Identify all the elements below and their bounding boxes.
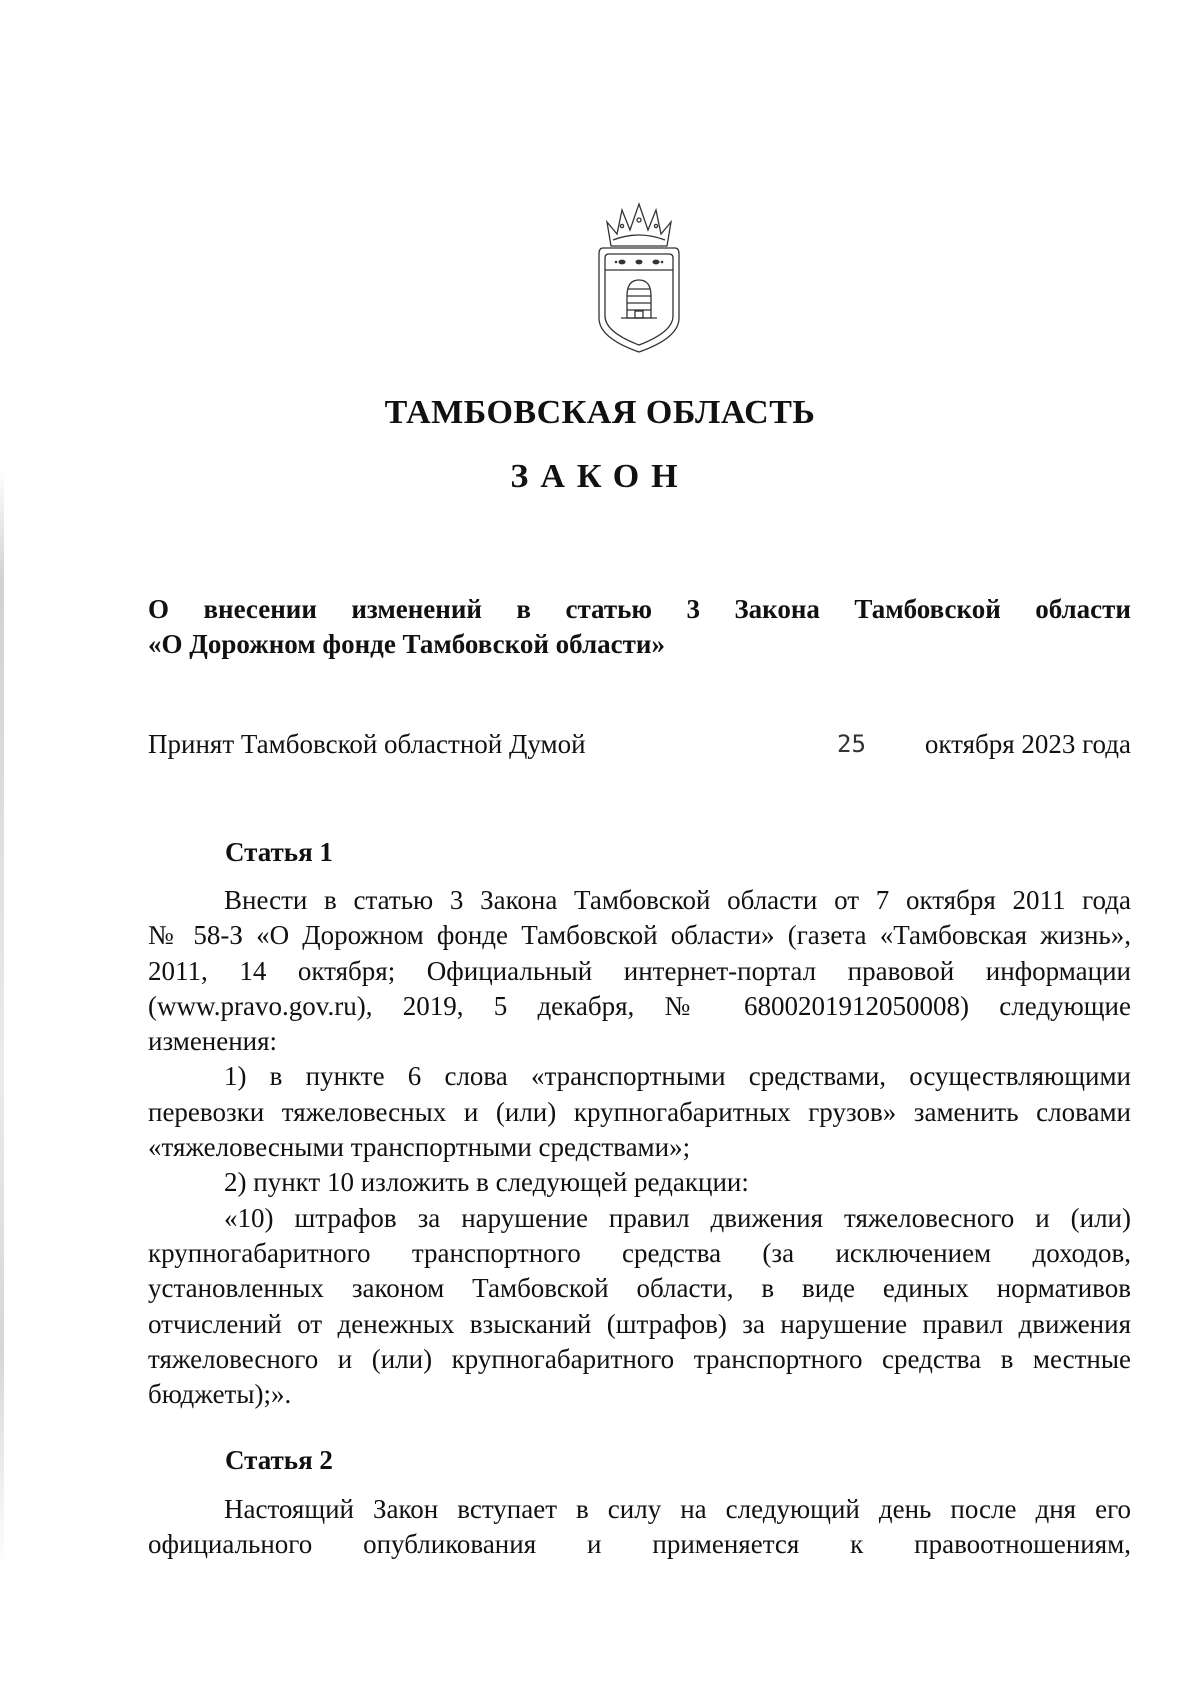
text-line: тяжеловесного и (или) крупногабаритного транспортного средства в местные (148, 1343, 1131, 1374)
text-line: (www.pravo.gov.ru), 2019, 5 декабря, № 6800201912050008) следующие (148, 990, 1131, 1021)
article-1-body (148, 883, 1131, 1412)
tambov-coat-of-arms-icon (589, 200, 689, 356)
text-line: изменения: (148, 1026, 278, 1057)
text-line: отчислений от денежных взысканий (штрафов) за нарушение правил движения (148, 1308, 1131, 1339)
text-line: установленных законом Тамбовской области, в виде единых нормативов (148, 1273, 1131, 1304)
law-title-line: О внесении изменений в статью 3 Закона Тамбовской области (148, 594, 1131, 624)
adoption-label: Принят Тамбовской областной Думой (148, 729, 586, 759)
adoption-month-year: октября 2023 года (924, 729, 1131, 759)
text-line: официального опубликования и применяется к правоотношениям, (148, 1529, 1131, 1560)
text-line: 2) пункт 10 изложить в следующей редакции: (224, 1167, 749, 1198)
text-line: перевозки тяжеловесных и (или) крупногабаритных грузов» заменить словами (148, 1096, 1131, 1127)
article-2-heading: Статья 2 (225, 1445, 333, 1475)
law-title-line: «О Дорожном фонде Тамбовской области» (148, 629, 665, 659)
scan-edge-shadow (0, 470, 4, 1570)
article-2-body (148, 1492, 1131, 1563)
adoption-day: 25 (837, 730, 866, 758)
text-line: 2011, 14 октября; Официальный интернет-портал правовой информации (148, 955, 1131, 986)
text-line: «тяжеловесными транспортными средствами»; (148, 1132, 691, 1163)
text-line: «10) штрафов за нарушение правил движения тяжеловесного и (или) (224, 1202, 1131, 1233)
text-line: Настоящий Закон вступает в силу на следующий день после дня его (224, 1494, 1131, 1524)
region-name: ТАМБОВСКАЯ ОБЛАСТЬ (384, 394, 816, 431)
text-line: бюджеты);». (148, 1379, 292, 1410)
article-1-heading: Статья 1 (225, 837, 333, 867)
law-title (148, 592, 1131, 662)
text-line: 1) в пункте 6 слова «транспортными средствами, осуществляющими (224, 1061, 1131, 1092)
document-type: ЗАКОН (510, 458, 690, 495)
text-line: крупногабаритного транспортного средства (за исключением доходов, (148, 1237, 1131, 1268)
text-line: № 58-З «О Дорожном фонде Тамбовской области» (газета «Тамбовская жизнь», (148, 920, 1131, 951)
text-line: Внести в статью 3 Закона Тамбовской области от 7 октября 2011 года (224, 885, 1131, 915)
adoption-line (148, 726, 1131, 762)
